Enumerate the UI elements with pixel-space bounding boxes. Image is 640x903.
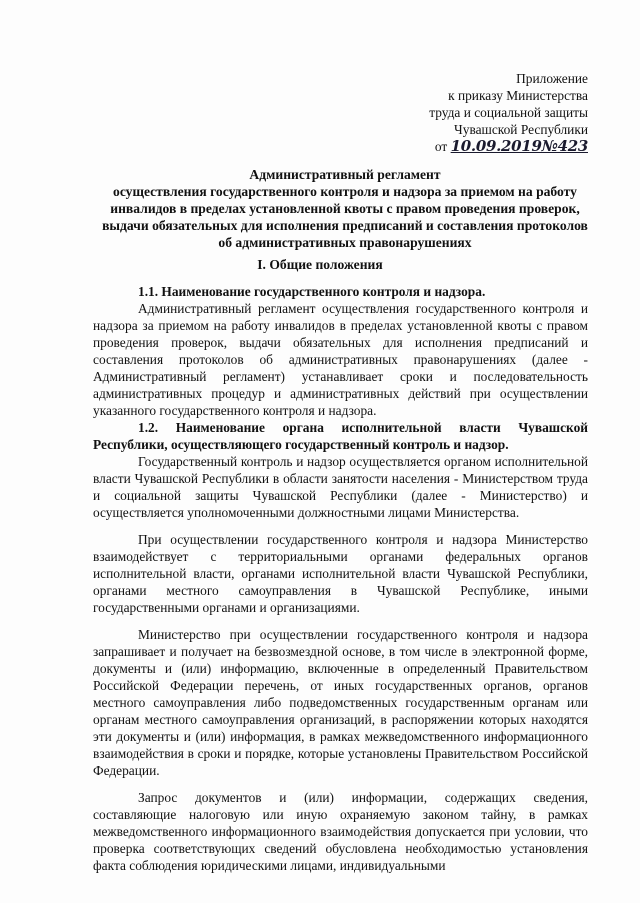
- subsection-heading: 1.1. Наименование государственного контроля и надзора.: [138, 284, 486, 299]
- document-body: [93, 283, 588, 874]
- paragraph: Министерство при осуществлении государственного контроля и надзора запрашивает и получает на безвозмездной основе, в том числе в электронной форме, документы и (или) информацию, включенные в определенный Правительством Российской Федерации перечень, от иных государственных органов, органов местного самоуправления либо подведомственных государственным органам или органам местного самоуправления организаций, в распоряжении которых находятся эти документы и (или) информация, в рамках межведомственного информационного взаимодействия в сроки и порядке, которые установлены Правительством Российской Федерации.: [93, 627, 588, 778]
- title-line: выдачи обязательных для исполнения предписаний и составления протоколов: [102, 218, 588, 233]
- paragraph: Государственный контроль и надзор осуществляется органом исполнительной власти Чувашской Республики в области занятости населения - Министерством труда и социальной защиты Чувашской Республики (далее - Министерство) и осуществляется уполномоченными должностными лицами Министерства.: [93, 454, 588, 520]
- appendix-line: Приложение: [516, 71, 588, 86]
- subsection-heading: 1.2. Наименование органа исполнительной власти Чувашской Республики, осуществляющего государственный контроль и надзор.: [93, 420, 588, 452]
- appendix-line: труда и социальной защиты: [429, 105, 588, 120]
- document-title: [90, 166, 600, 251]
- appendix-date-line: [429, 138, 588, 155]
- title-line: инвалидов в пределах установленной квоты с правом проведения проверок,: [110, 201, 580, 216]
- title-line: Административный регламент: [249, 167, 441, 182]
- paragraph: При осуществлении государственного контроля и надзора Министерство взаимодействует с территориальными органами федеральных органов исполнительной власти, органами исполнительной власти Чувашской Республики, органами местного самоуправления в Чувашской Республике, иными государственными органами и организациями.: [93, 532, 588, 615]
- handwritten-date-number: 10.09.2019№423: [450, 137, 588, 155]
- date-prefix: от: [434, 139, 448, 154]
- title-line: осуществления государственного контроля и надзора за приемом на работу: [113, 184, 577, 199]
- appendix-line: Чувашской Республики: [454, 122, 588, 137]
- appendix-line: к приказу Министерства: [448, 88, 588, 103]
- paragraph: Запрос документов и (или) информации, содержащих сведения, составляющие налоговую или иную охраняемую законом тайну, в рамках межведомственного информационного взаимодействия допускается при условии, что проверка соответствующих сведений обусловлена необходимостью установления факта соблюдения юридическими лицами, индивидуальными: [93, 790, 588, 873]
- title-line: об административных правонарушениях: [218, 235, 472, 250]
- paragraph: Административный регламент осуществления государственного контроля и надзора за приемом на работу инвалидов в пределах установленной квоты с правом проведения проверок, выдачи обязательных для исполнения предписаний и составления протоколов об административных правонарушениях (далее - Административный регламент) устанавливает сроки и последовательность административных процедур и административных действий при осуществлении указанного государственного контроля и надзора.: [93, 301, 588, 418]
- section-heading: I. Общие положения: [257, 257, 383, 272]
- appendix-block: [429, 70, 588, 155]
